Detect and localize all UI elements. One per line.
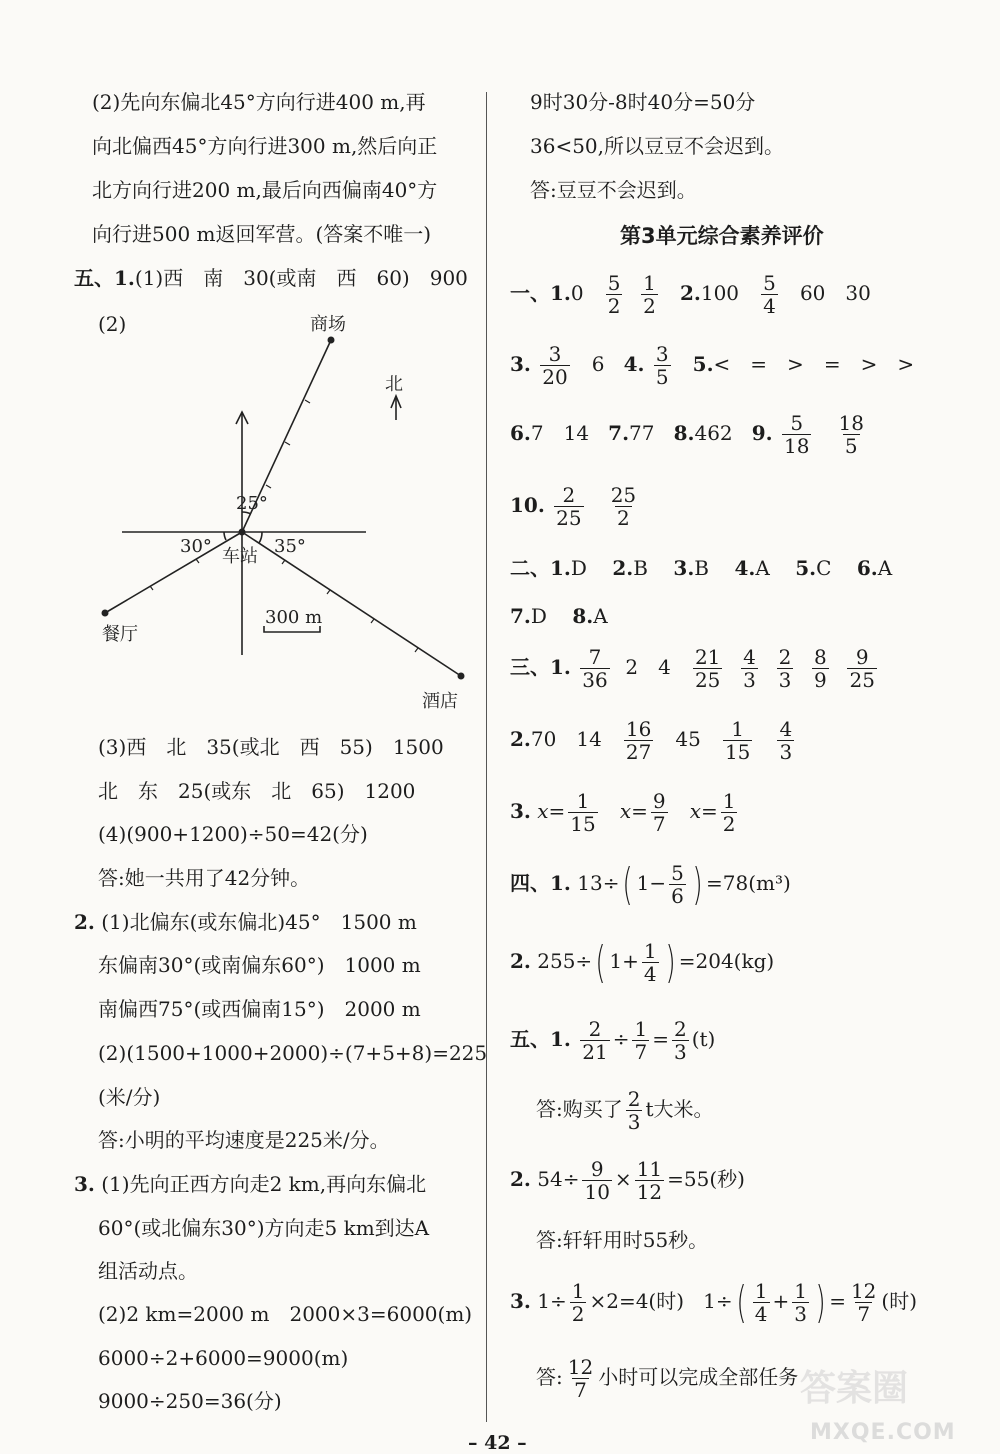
question-number: 2. <box>74 910 95 934</box>
watermark-text: 答案圈 <box>800 1368 909 1409</box>
fraction: $\frac{9}{10}$ <box>584 1157 610 1204</box>
answer-row: 答: $\frac{12}{7}$ 小时可以完成全部任务 <box>536 1355 799 1402</box>
label-angle-35: 35° <box>274 536 306 557</box>
fraction: $\frac{2}{25}$ <box>556 483 582 530</box>
answer-text: < = > = > > <box>713 352 915 376</box>
fraction: $\frac{1}{2}$ <box>643 271 656 318</box>
section-title: 第3单元综合素养评价 <box>620 224 824 248</box>
answer-row <box>510 343 914 388</box>
answer-text: 7 14 <box>530 421 590 445</box>
answer-row <box>510 790 740 835</box>
question-number: 6. <box>510 421 531 445</box>
fraction: $\frac{3}{20}$ <box>542 342 568 389</box>
fraction: $\frac{5}{18}$ <box>783 411 810 458</box>
fraction: $\frac{1}{4}$ <box>754 1279 768 1326</box>
fraction: $\frac{5}{2}$ <box>607 271 621 318</box>
fraction: $\frac{4}{3}$ <box>743 645 756 692</box>
label-restaurant: 餐厅 <box>102 624 138 645</box>
answer-row: 四、1. 13÷( 1− $\frac{5}{6}$ ) =78(m³) <box>510 858 791 910</box>
question-number: 四、1. <box>510 871 571 895</box>
fraction: $\frac{1}{15}$ <box>570 789 596 836</box>
answer-text: 0 <box>570 281 584 305</box>
fraction: $\frac{9}{7}$ <box>652 789 666 836</box>
label-angle-30: 30° <box>180 536 212 557</box>
fraction: $\frac{2}{3}$ <box>627 1087 641 1134</box>
sub-label: (2) <box>98 312 127 336</box>
fraction: $\frac{1}{2}$ <box>571 1279 585 1326</box>
fraction: $\frac{2}{3}$ <box>673 1017 687 1064</box>
question-number: 9. <box>751 421 773 445</box>
text-line: 6000÷2+6000=9000(m) <box>98 1346 349 1370</box>
restaurant-dot <box>102 610 109 617</box>
text-line: 组活动点。 <box>98 1259 198 1283</box>
question-number: 3. <box>510 352 531 376</box>
fraction: $\frac{12}{7}$ <box>850 1279 877 1326</box>
text-line: 南偏西75°(或西偏南15°) 2000 m <box>98 997 421 1021</box>
text-line: 答:轩轩用时55秒。 <box>536 1228 709 1252</box>
shop-dot <box>328 337 335 344</box>
label-north: 北 <box>385 374 403 395</box>
math-var: x= <box>689 799 718 823</box>
fraction: $\frac{9}{25}$ <box>849 645 875 692</box>
column-divider <box>486 92 487 1422</box>
question-number: 3. <box>510 799 531 823</box>
label-hotel: 酒店 <box>422 691 458 712</box>
text-line: 向北偏西45°方向行进300 m,然后向正 <box>92 134 438 158</box>
fraction: $\frac{8}{9}$ <box>814 645 827 692</box>
fraction: $\frac{5}{6}$ <box>671 861 684 908</box>
question-number: 五、1. <box>74 266 135 290</box>
fraction: $\frac{25}{2}$ <box>610 483 637 530</box>
question-number: 2. <box>510 949 531 973</box>
label-angle-25: 25° <box>236 493 268 514</box>
question-line <box>74 1172 426 1196</box>
route-to-restaurant <box>105 532 242 613</box>
hotel-dot <box>458 673 465 680</box>
fraction: $\frac{2}{3}$ <box>778 645 792 692</box>
answer-text: (1)北偏东(或东偏北)45° 1500 m <box>101 910 417 934</box>
text-line: 36<50,所以豆豆不会迟到。 <box>530 134 785 158</box>
fraction: $\frac{3}{5}$ <box>655 342 669 389</box>
label-shop: 商场 <box>310 314 346 335</box>
fraction: $\frac{5}{4}$ <box>763 271 776 318</box>
left-column <box>0 0 492 1451</box>
text-line: 北 东 25(或东 北 65) 1200 <box>98 779 416 803</box>
label-scale: 300 m <box>265 607 323 628</box>
answer-text: 77 <box>629 421 655 445</box>
text-line: (3)西 北 35(或北 西 55) 1500 <box>98 735 444 759</box>
answer-text: 462 <box>694 421 733 445</box>
question-number: 2. <box>679 281 701 305</box>
text-line: 答:豆豆不会迟到。 <box>530 178 697 202</box>
angle-arc-30 <box>224 532 226 540</box>
label-station: 车站 <box>222 546 258 567</box>
question-number: 3. <box>74 1172 95 1196</box>
answer-row: 2. 255÷( 1+ $\frac{1}{4}$ ) =204(kg) <box>510 936 775 988</box>
question-number: 一、1. <box>510 281 571 305</box>
fraction: $\frac{1}{3}$ <box>794 1279 808 1326</box>
answer-row <box>510 718 797 763</box>
text-line: 答:她一共用了42分钟。 <box>98 866 311 890</box>
text-line: 东偏南30°(或南偏东60°) 1000 m <box>98 953 421 977</box>
answer-row: 五、1. $\frac{2}{21}$ ÷ $\frac{1}{7}$ = $\frac{2}{3}$ (t) <box>510 1017 716 1064</box>
right-column <box>500 0 1000 1451</box>
answer-text: 2 4 <box>625 655 671 679</box>
text-line: 60°(或北偏东30°)方向走5 km到达A <box>98 1216 430 1240</box>
answer-text: 6 <box>591 352 605 376</box>
fraction: $\frac{7}{36}$ <box>582 645 608 692</box>
answer-row: 7.D 8.A <box>510 604 608 628</box>
text-line: 向行进500 m返回军营。(答案不唯一) <box>92 222 432 246</box>
question-number: 3. <box>510 1289 531 1313</box>
text-line: 北方向行进200 m,最后向西偏南40°方 <box>92 178 438 202</box>
answer-row <box>510 646 880 691</box>
math-var: x= <box>537 799 566 823</box>
angle-arc-35 <box>259 532 262 543</box>
text-line: 答:小明的平均速度是225米/分。 <box>98 1128 390 1152</box>
text-line: 9时30分-8时40分=50分 <box>530 90 756 114</box>
answer-text: (1)西 南 30(或南 西 60) 900 <box>134 266 468 290</box>
answer-row <box>510 272 871 317</box>
question-number: 8. <box>673 421 695 445</box>
text-line: 9000÷250=36(分) <box>98 1389 282 1413</box>
text-line: (米/分) <box>98 1085 161 1109</box>
answer-row <box>510 412 869 457</box>
question-line <box>74 910 417 934</box>
question-number: 三、1. <box>510 655 571 679</box>
text-line: (2)先向东偏北45°方向行进400 m,再 <box>92 90 426 114</box>
question-number: 10. <box>510 493 545 517</box>
answer-text: 60 30 <box>799 281 871 305</box>
fraction: $\frac{11}{12}$ <box>636 1157 663 1204</box>
fraction: $\frac{18}{5}$ <box>838 411 864 458</box>
answer-row: 3. 1÷ $\frac{1}{2}$ ×2=4(时) 1÷( $\frac{1}{4}$ + $\frac{1}{3}$ ) = $\frac{12}{7}$ (时) <box>510 1276 918 1328</box>
fraction: $\frac{12}{7}$ <box>567 1355 594 1402</box>
text-line: (2)2 km=2000 m 2000×3=6000(m) <box>98 1302 473 1326</box>
fraction: $\frac{21}{25}$ <box>694 645 721 692</box>
fraction: $\frac{4}{3}$ <box>779 717 793 764</box>
question-number: 2. <box>510 727 531 751</box>
station-dot <box>239 529 246 536</box>
text-line: (2)(1500+1000+2000)÷(7+5+8)=225 <box>98 1041 488 1065</box>
math-var: x= <box>619 799 648 823</box>
answer-text: 70 14 <box>530 727 602 751</box>
question-line <box>74 266 468 290</box>
question-number: 2. <box>510 1167 531 1191</box>
question-number: 7. <box>608 421 630 445</box>
fraction: $\frac{1}{7}$ <box>634 1017 648 1064</box>
answer-row: 答:购买了 $\frac{2}{3}$ t大米。 <box>536 1087 714 1134</box>
page-number: – 42 – <box>468 1432 527 1454</box>
answer-text: 100 <box>700 281 740 305</box>
answer-row: 二、1.D 2.B 3.B 4.A 5.C 6.A <box>510 556 893 580</box>
fraction: $\frac{2}{21}$ <box>582 1017 608 1064</box>
answer-row: 2. 54÷ $\frac{9}{10}$ × $\frac{11}{12}$ =55(秒) <box>510 1157 745 1204</box>
question-number: 五、1. <box>510 1027 571 1051</box>
watermark <box>800 1360 956 1445</box>
question-number: 4. <box>623 352 645 376</box>
answer-text: 45 <box>675 727 701 751</box>
watermark-url: MXQE.COM <box>810 1420 956 1445</box>
fraction: $\frac{1}{4}$ <box>643 939 657 986</box>
fraction: $\frac{1}{15}$ <box>724 717 751 764</box>
answer-text: (1)先向正西方向走2 km,再向东偏北 <box>101 1172 427 1196</box>
question-number: 5. <box>692 352 714 376</box>
fraction: $\frac{1}{2}$ <box>722 789 736 836</box>
text-line: (4)(900+1200)÷50=42(分) <box>98 822 368 846</box>
direction-diagram <box>90 300 490 720</box>
answer-row <box>510 484 641 529</box>
fraction: $\frac{16}{27}$ <box>625 717 652 764</box>
